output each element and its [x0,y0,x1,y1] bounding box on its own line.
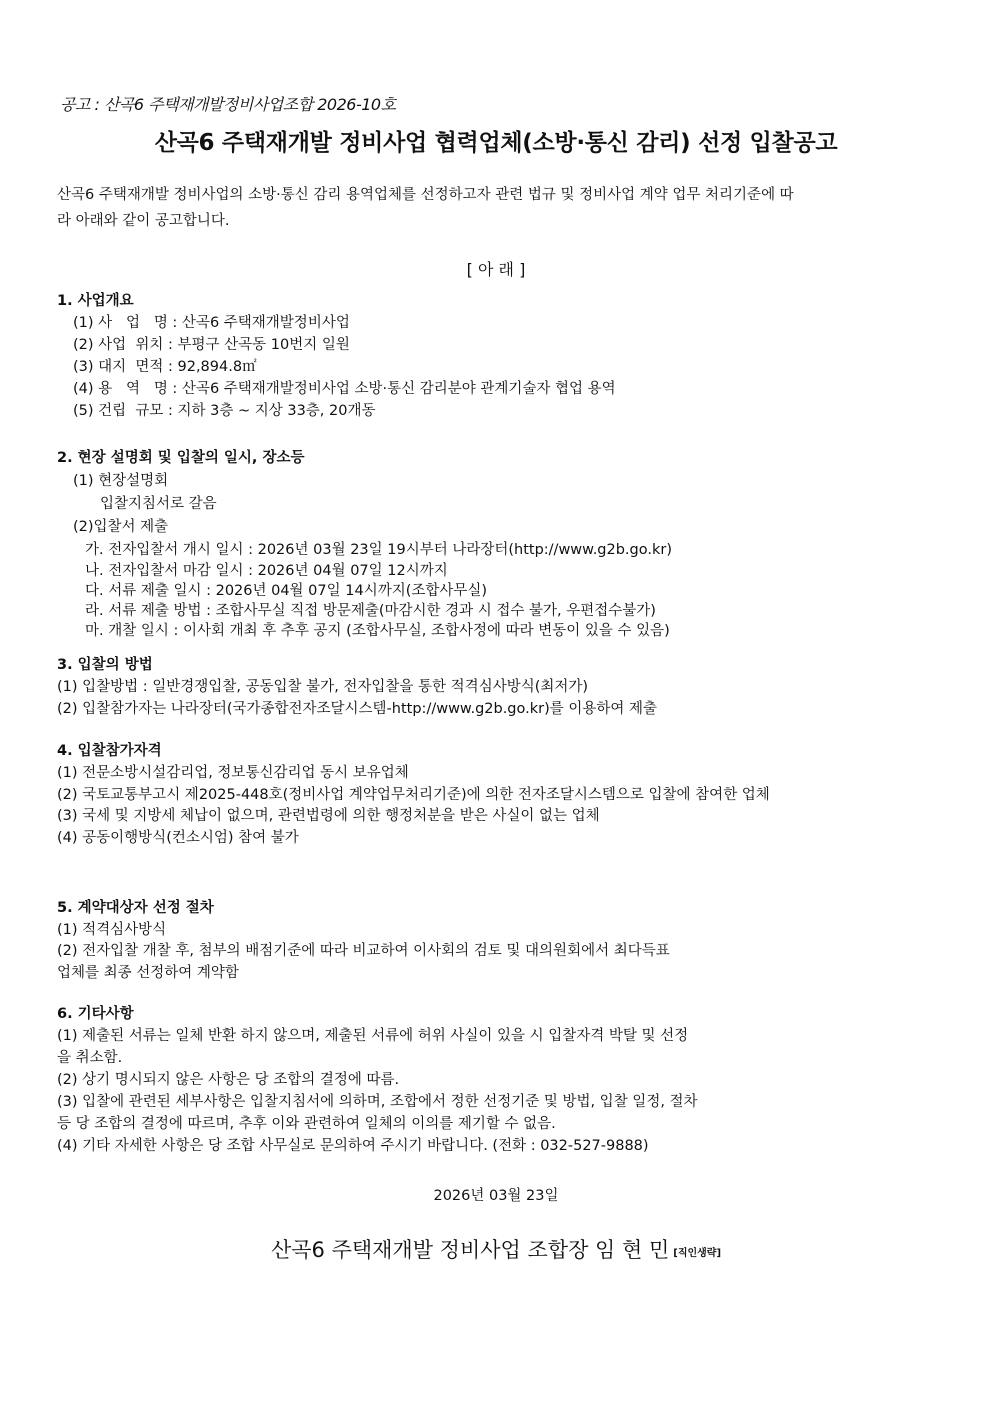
section-5-heading: 5. 계약대상자 선정 절차 [57,900,214,916]
page-title: 산곡6 주택재개발 정비사업 협력업체(소방·통신 감리) 선정 입찰공고 [154,130,838,156]
below-heading: [ 아 래 ] [466,260,526,279]
list-item: (2) 국토교통부고시 제2025-448호(정비사업 계약업무처리기준)에 의한 전자조달시스템으로 입찰에 참여한 업체 [57,787,770,803]
list-item: (1) 제출된 서류는 일체 반환 하지 않으며, 제출된 서류에 허위 사실이 있을 시 입찰자격 박탈 및 선정 [57,1028,689,1044]
intro-line: 라 아래와 같이 공고합니다. [57,213,230,229]
list-item: 등 당 조합의 결정에 따르며, 추후 이와 관련하여 일체의 이의를 제기할 수 없음. [57,1116,556,1132]
list-item: 라. 서류 제출 방법 : 조합사무실 직접 방문제출(마감시한 경과 시 접수 불가, 우편접수불가) [85,603,656,619]
list-item: (4) 용 역 명 : 산곡6 주택재개발정비사업 소방·통신 감리분야 관계기술자 협업 용역 [73,381,616,397]
section-3-heading: 3. 입찰의 방법 [57,657,153,673]
list-item: 업체를 최종 선정하여 계약함 [57,965,239,981]
list-item: 을 취소함. [57,1050,123,1066]
section-6-heading: 6. 기타사항 [57,1006,134,1022]
list-item: (2) 전자입찰 개찰 후, 첨부의 배점기준에 따라 비교하여 이사회의 검토 및 대의원회에서 최다득표 [57,943,670,959]
list-item: (1) 현장설명회 [73,473,169,489]
list-item: (4) 공동이행방식(컨소시엄) 참여 불가 [57,830,299,846]
list-item: (3) 입찰에 관련된 세부사항은 입찰지침서에 의하며, 조합에서 정한 선정기준 및 방법, 입찰 일정, 절차 [57,1094,698,1110]
list-item: (1) 전문소방시설감리업, 정보통신감리업 동시 보유업체 [57,765,409,781]
section-4-heading: 4. 입찰참가자격 [57,743,162,759]
intro-line: 산곡6 주택재개발 정비사업의 소방·통신 감리 용역업체를 선정하고자 관련 법규 및 정비사업 계약 업무 처리기준에 따 [57,187,794,203]
list-item: (2) 상기 명시되지 않은 사항은 당 조합의 결정에 따름. [57,1072,400,1088]
signature: 산곡6 주택재개발 정비사업 조합장 임 현 민 [270,1238,670,1262]
list-item: (5) 건립 규모 : 지하 3층 ~ 지상 33층, 20개동 [73,403,376,419]
list-item: (4) 기타 자세한 사항은 당 조합 사무실로 문의하여 주시기 바랍니다. (전화 : 032-527-9888) [57,1138,649,1154]
intro-paragraph [57,182,937,234]
list-item: (2)입찰서 제출 [73,519,169,535]
notice-number: 공고 : 산곡6 주택재개발정비사업조합 2026-10호 [60,95,396,114]
list-item: (2) 입찰참가자는 나라장터(국가종합전자조달시스템-http://www.g2b.go.kr)를 이용하여 제출 [57,701,658,717]
section-1-heading: 1. 사업개요 [57,293,134,309]
seal-omitted-label: [직인생략] [673,1248,722,1259]
list-item: (1) 사 업 명 : 산곡6 주택재개발정비사업 [73,315,350,331]
list-item: (3) 대지 면적 : 92,894.8㎡ [73,359,257,375]
list-item: (1) 적격심사방식 [57,922,167,938]
list-item: 입찰지침서로 갈음 [100,496,217,512]
list-item: (2) 사업 위치 : 부평구 산곡동 10번지 일원 [73,337,350,353]
section-2-heading: 2. 현장 설명회 및 입찰의 일시, 장소등 [57,450,305,466]
list-item: 마. 개찰 일시 : 이사회 개최 후 추후 공지 (조합사무실, 조합사정에 따라 변동이 있을 수 있음) [85,623,670,639]
list-item: 다. 서류 제출 일시 : 2026년 04월 07일 14시까지(조합사무실) [85,583,488,599]
list-item: (1) 입찰방법 : 일반경쟁입찰, 공동입찰 불가, 전자입찰을 통한 적격심사방식(최저가) [57,679,589,695]
list-item: 나. 전자입찰서 마감 일시 : 2026년 04월 07일 12시까지 [85,563,448,579]
signature-line [0,1234,992,1264]
list-item: (3) 국세 및 지방세 체납이 없으며, 관련법령에 의한 행정처분을 받은 사실이 없는 업체 [57,808,600,824]
list-item: 가. 전자입찰서 개시 일시 : 2026년 03월 23일 19시부터 나라장터(http://www.g2b.go.kr) [85,542,672,558]
notice-date: 2026년 03월 23일 [433,1188,559,1204]
